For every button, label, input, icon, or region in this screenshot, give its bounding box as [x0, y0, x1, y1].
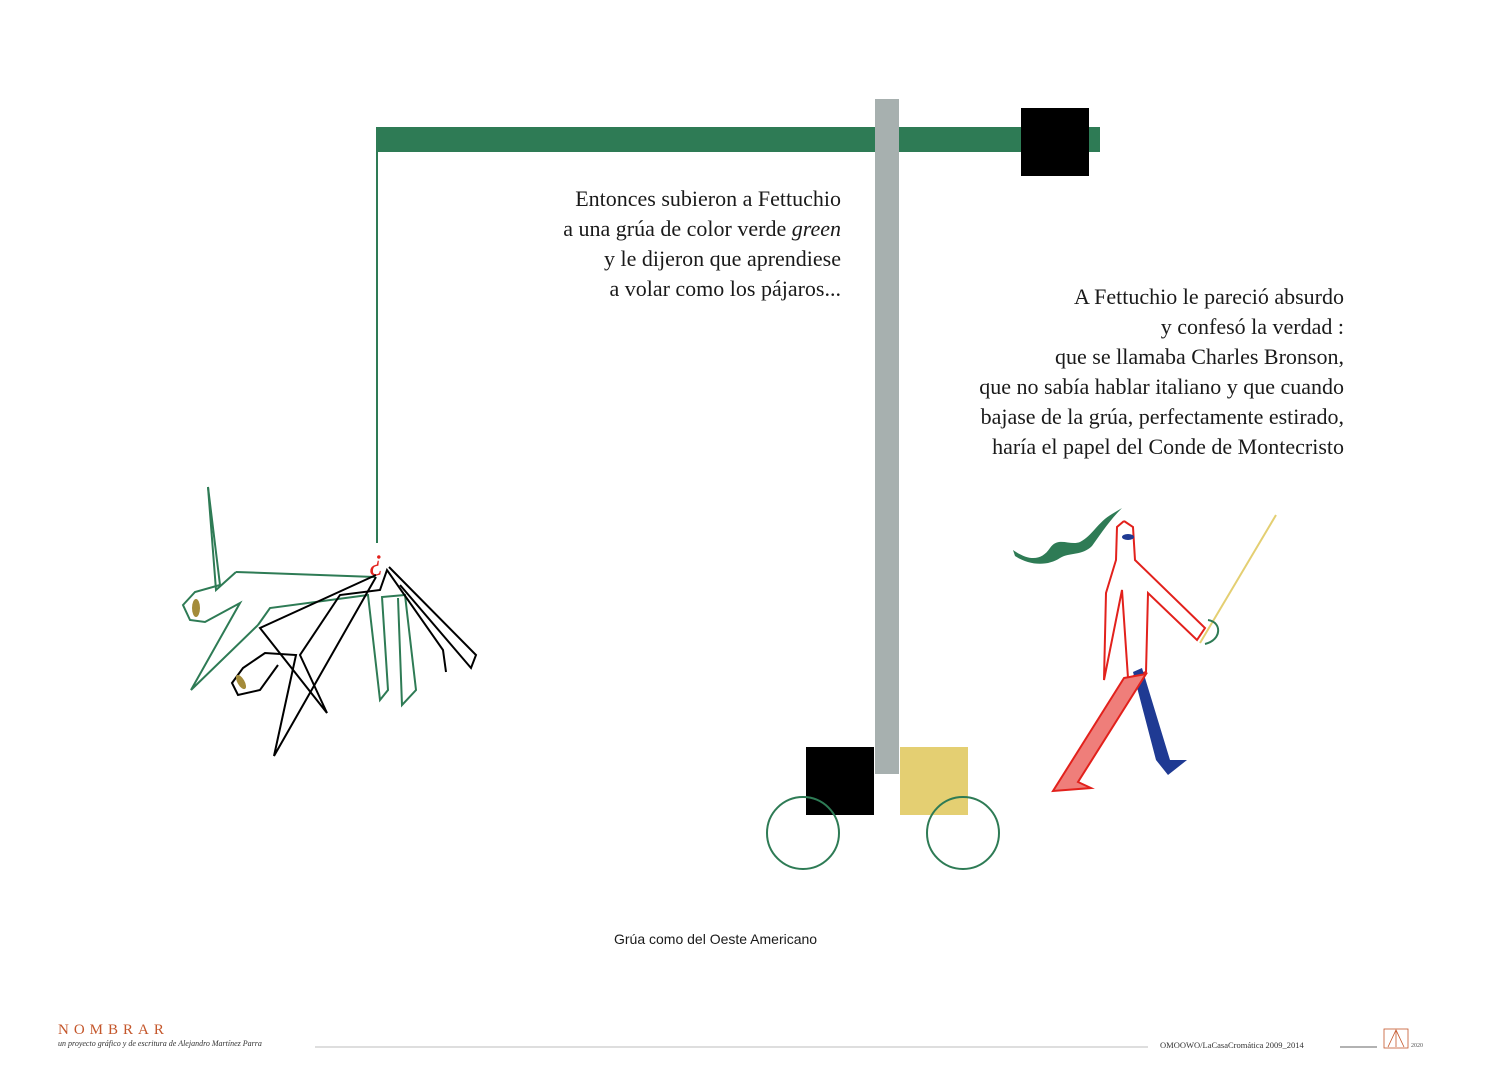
story-line: y confesó la verdad : — [1160, 314, 1344, 339]
story-line: Entonces subieron a Fettuchio — [575, 186, 841, 211]
story-line: y le dijeron que aprendiese — [603, 246, 841, 271]
story-line: a una grúa de color verde green — [563, 216, 841, 241]
footer-credit: OMOOWO/LaCasaCromática 2009_2014 — [1160, 1040, 1304, 1050]
story-line: que no sabía hablar italiano y que cuando — [979, 374, 1344, 399]
footer-logo — [1384, 1029, 1408, 1048]
wheel-left — [767, 797, 839, 869]
base-block-yellow — [900, 747, 968, 815]
story-line: que se llamaba Charles Bronson, — [1055, 344, 1344, 369]
emphasis-word: green — [791, 216, 841, 241]
story-line: a volar como los pájaros... — [609, 276, 841, 301]
hook-question-mark: ¿ — [369, 543, 384, 576]
figure-leg-front — [1053, 674, 1146, 791]
footer-year: 2020 — [1411, 1043, 1423, 1049]
crane-jib — [376, 127, 1100, 152]
green-hanging-figure — [183, 487, 416, 705]
figure-sword — [1200, 515, 1276, 643]
base-block-black — [806, 747, 874, 815]
figure-leg-back — [1133, 668, 1187, 775]
counterweight-block — [1021, 108, 1089, 176]
story-line: bajase de la grúa, perfectamente estirado, — [980, 404, 1344, 429]
walking-figure-body — [1104, 521, 1205, 680]
black-hanging-figure — [232, 567, 476, 756]
green-figure-eye — [192, 599, 200, 617]
story-text-left — [563, 184, 841, 304]
figure-caption: Grúa como del Oeste Americano — [614, 931, 818, 947]
footer-subtitle: un proyecto gráfico y de escritura de Alejandro Martínez Parra — [58, 1039, 262, 1048]
footer-brand: NOMBRAR — [58, 1022, 169, 1038]
story-line: haría el papel del Conde de Montecristo — [992, 434, 1344, 459]
figure-hair-ribbon — [1013, 508, 1122, 564]
crane-mast — [875, 99, 899, 774]
story-text-right — [979, 282, 1344, 462]
story-line: A Fettuchio le pareció absurdo — [1073, 284, 1344, 309]
figure-eye — [1122, 534, 1134, 540]
